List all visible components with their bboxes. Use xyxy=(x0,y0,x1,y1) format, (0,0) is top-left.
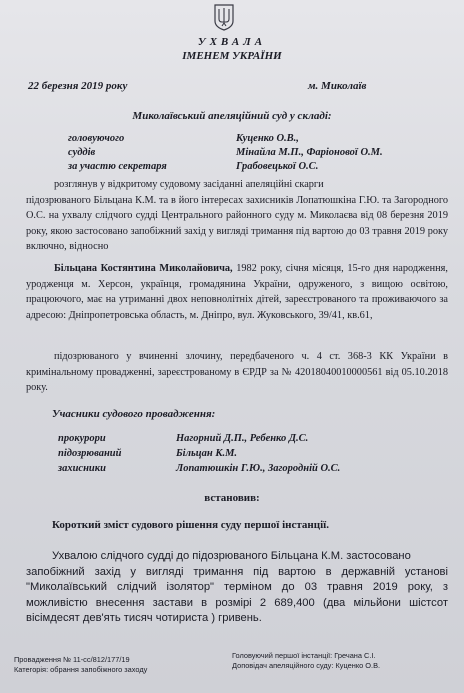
footer-left xyxy=(14,655,147,675)
section-heading: Короткий зміст судового рішення суду першої інстанції. xyxy=(52,519,329,531)
intro-first-line: розглянув у відкритому судовому засіданні апеляційні скарги xyxy=(54,179,324,190)
panel-role-presiding: головуючого xyxy=(68,133,125,144)
ruling-paragraph xyxy=(26,549,448,627)
panel-person-presiding: Куценко О.В., xyxy=(236,133,299,144)
ruling-text: запобіжний захід у вигляді тримання під вартою в державній установі "Миколаївський слідчий ізолятор" терміном до 03 травня 2019 року, з можливістю внесення застави в розмірі 2 689,400 (два мільйони шістсот вісімдесят дев'ять тисяч чотириста ) гривень. xyxy=(26,565,448,625)
document-title: УХВАЛА xyxy=(197,36,267,48)
case-category: Категорія: обрання запобіжного заходу xyxy=(14,665,148,674)
participant-role-defenders: захисники xyxy=(58,463,106,474)
established-heading: встановив: xyxy=(204,492,260,504)
case-number: Провадження № 11-сс/812/177/19 xyxy=(14,655,130,664)
first-instance-judge: Головуючий першої інстанції: Гречана С.І. xyxy=(232,651,376,660)
panel-person-secretary: Грабовецької О.С. xyxy=(236,161,319,172)
court-composition: Миколаївський апеляційний суд у складі: xyxy=(132,110,332,122)
footer-right xyxy=(232,651,380,671)
trident-emblem-icon xyxy=(213,3,235,31)
participant-names-prosecutors: Нагорний Д.П., Ребенко Д.С. xyxy=(176,433,309,444)
ruling-first-line: Ухвалою слідчого судді до підозрюваного Більцана К.М. застосовано xyxy=(52,550,411,562)
participant-names-defenders: Лопатюшкін Г.Ю., Загородній О.С. xyxy=(176,463,341,474)
panel-role-secretary: за участю секретаря xyxy=(68,161,167,172)
document-city: м. Миколаїв xyxy=(308,80,367,92)
defendant-details: 1982 року, січня місяця, 15-го дня народження, уродженця м. Херсон, українця, громадянина України, одруженого, з вищою освітою, працюючого, має на утриманні двох неповнолітніх дітей, зареєстрованого та проживаючого за адресою: Дніпропетровська область, м. Дніпро, вул. Жуковського, 39/41, кв.61, xyxy=(26,263,448,321)
participant-role-suspect: підозрюваний xyxy=(58,448,122,459)
participants-heading: Учасники судового провадження: xyxy=(52,408,216,420)
intro-text: підозрюваного Більцана К.М. та в його інтересах захисників Лопатюшкіна Г.Ю. та Загородного О.С. на ухвалу слідчого судді Центрального районного суду м. Миколаєва від 08 березня 2019 року, якою застосовано запобіжний захід у вигляді тримання під вартою до 03 травня 2019 року включно, відносно xyxy=(26,194,448,253)
intro-paragraph xyxy=(26,177,448,255)
defendant-name: Більцана Костянтина Миколайовича, xyxy=(54,263,233,274)
participant-role-prosecutors: прокурори xyxy=(58,433,106,444)
panel-role-judges: суддів xyxy=(68,147,96,158)
document-date: 22 березня 2019 року xyxy=(28,80,128,92)
participant-names-suspect: Більцан К.М. xyxy=(176,448,238,459)
defendant-paragraph xyxy=(26,261,448,323)
panel-person-judges: Мінайла М.П., Фаріонової О.М. xyxy=(236,147,383,158)
suspect-paragraph: підозрюваного у вчиненні злочину, передбаченого ч. 4 ст. 368-3 КК України в кримінальному провадженні, зареєстрованому в ЄРДР за № 42018040010000561 від 05.10.2018 року. xyxy=(26,351,448,394)
appeal-rapporteur: Доповідач апеляційного суду: Куценко О.В. xyxy=(232,661,381,670)
document-subtitle: ІМЕНЕМ УКРАЇНИ xyxy=(182,50,282,62)
